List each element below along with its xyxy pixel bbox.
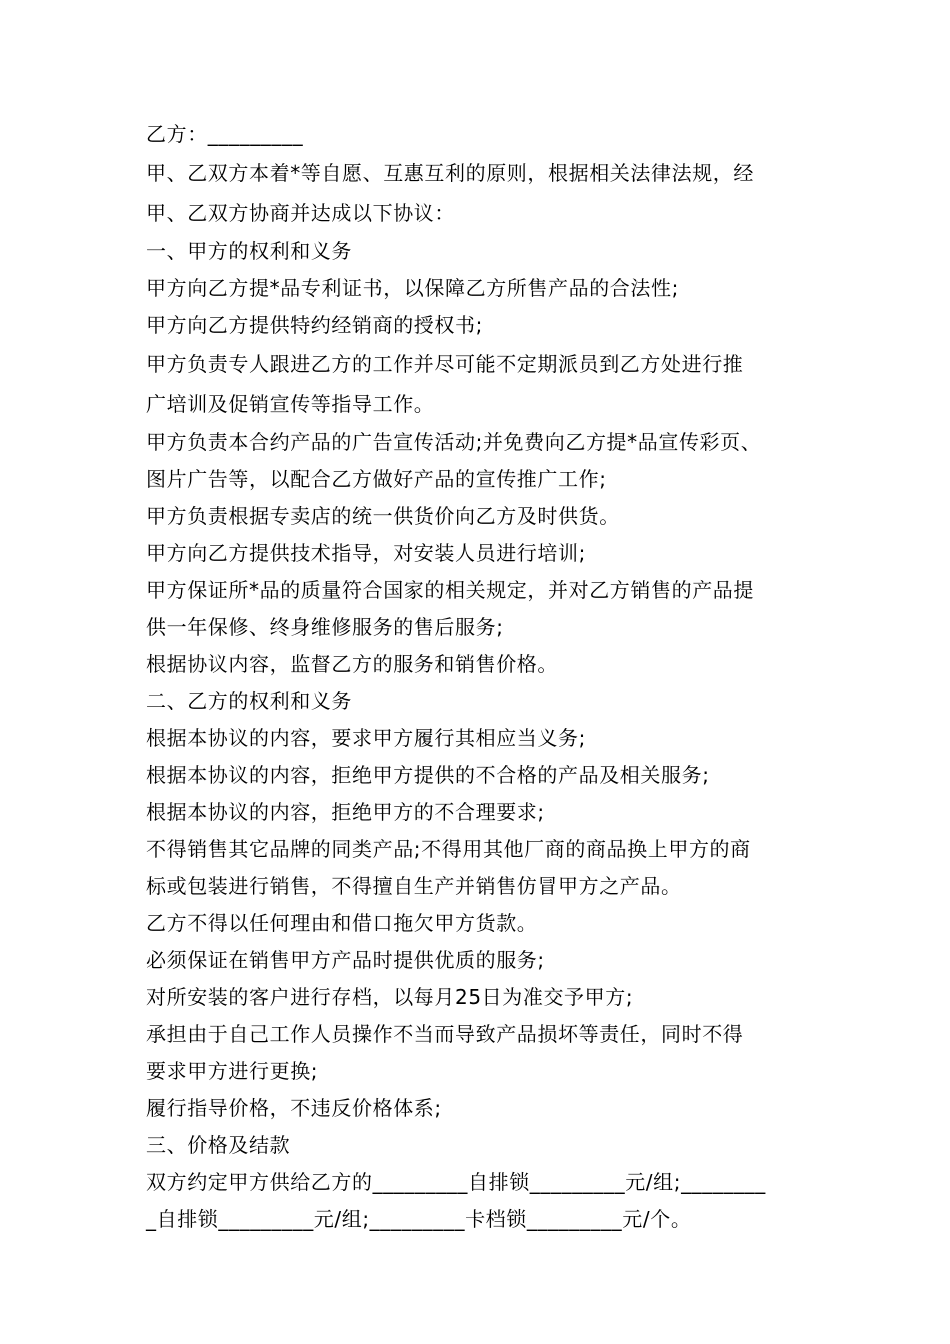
clause-line: 甲方负责专人跟进乙方的工作并尽可能不定期派员到乙方处进行推 [146, 352, 744, 376]
clause-line: 广培训及促销宣传等指导工作。 [146, 392, 435, 416]
section-heading-price: 三、价格及结款 [146, 1133, 291, 1157]
clause-line: 甲方向乙方提供特约经销商的授权书; [146, 313, 483, 337]
price-clause-line: 双方约定甲方供给乙方的_________自排锁_________元/组;________ [146, 1170, 766, 1194]
clause-line: 甲方负责根据专卖店的统一供货价向乙方及时供货。 [146, 504, 620, 528]
section-heading-party-a: 一、甲方的权利和义务 [146, 239, 352, 263]
price-clause-line: _自排锁_________元/组;_________卡档锁_________元/个。 [146, 1207, 692, 1231]
clause-line: 甲方向乙方提*品专利证书，以保障乙方所售产品的合法性; [146, 276, 679, 300]
clause-line: 根据本协议的内容，拒绝甲方提供的不合格的产品及相关服务; [146, 763, 710, 787]
party-b-line: 乙方：_________ [146, 122, 304, 146]
clause-line: 供一年保修、终身维修服务的售后服务; [146, 615, 504, 639]
contract-body [146, 116, 826, 1238]
clause-line: 要求甲方进行更换; [146, 1059, 319, 1083]
clause-line: 甲方保证所*品的质量符合国家的相关规定，并对乙方销售的产品提 [146, 578, 754, 602]
clause-line: 对所安装的客户进行存档，以每月25日为准交予甲方; [146, 985, 634, 1009]
clause-line: 根据本协议的内容，要求甲方履行其相应当义务; [146, 726, 586, 750]
clause-line: 乙方不得以任何理由和借口拖欠甲方货款。 [146, 911, 538, 935]
clause-line: 根据协议内容，监督乙方的服务和销售价格。 [146, 652, 558, 676]
preamble-line-2: 甲、乙双方协商并达成以下协议： [146, 201, 455, 225]
clause-line: 根据本协议的内容，拒绝甲方的不合理要求; [146, 800, 545, 824]
section-heading-party-b: 二、乙方的权利和义务 [146, 689, 352, 713]
preamble-line-1: 甲、乙双方本着*等自愿、互惠互利的原则，根据相关法律法规，经 [146, 161, 754, 185]
clause-line: 甲方向乙方提供技术指导，对安装人员进行培训; [146, 541, 586, 565]
clause-line: 承担由于自己工作人员操作不当而导致产品损坏等责任，同时不得 [146, 1022, 744, 1046]
clause-line: 图片广告等，以配合乙方做好产品的宣传推广工作; [146, 467, 607, 491]
clause-line: 不得销售其它品牌的同类产品;不得用其他厂商的商品换上甲方的商 [146, 837, 751, 861]
clause-line: 履行指导价格，不违反价格体系; [146, 1096, 442, 1120]
clause-line: 甲方负责本合约产品的广告宣传活动;并免费向乙方提*品宣传彩页、 [146, 430, 762, 454]
clause-line: 标或包装进行销售，不得擅自生产并销售仿冒甲方之产品。 [146, 874, 682, 898]
clause-line: 必须保证在销售甲方产品时提供优质的服务; [146, 948, 545, 972]
